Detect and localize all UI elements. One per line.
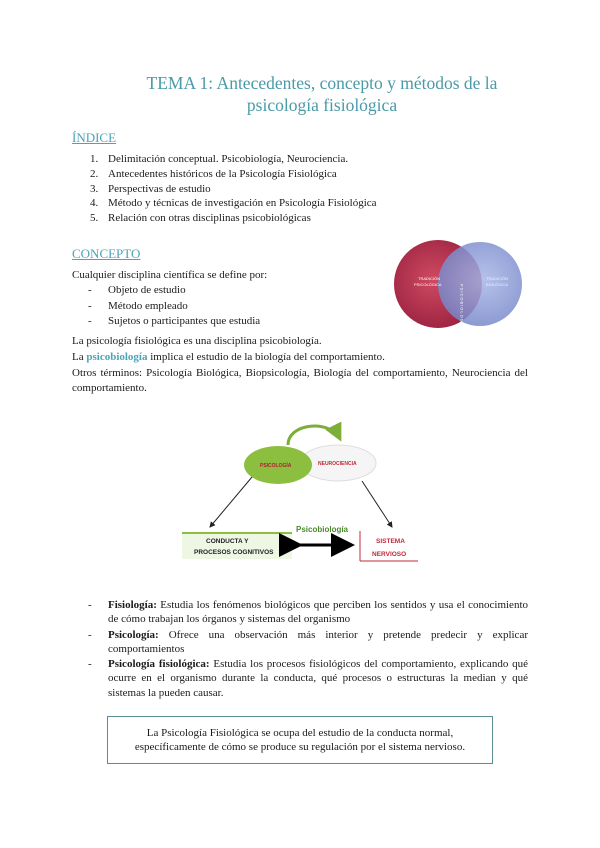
indice-item: 2. Antecedentes históricos de la Psicología Fisiológica (90, 167, 337, 180)
venn-right-circle (438, 242, 522, 326)
list-item: - Sujetos o participantes que estudia (88, 315, 261, 327)
definitions-list (88, 598, 528, 701)
definition-item: - Fisiología: Estudia los fenómenos biológicos que perciben los sentidos y usa el conocimiento de cómo trabajan los órganos y sistemas del organismo (88, 599, 528, 626)
definition-item: - Psicología fisiológica: Estudia los procesos fisiológicos del comportamiento, explicando qué ocurre en el organismo durante la conducta, qué procesos o estructuras la median y qué sistemas la pueden causar. (88, 658, 528, 699)
concepto-intro: Cualquier disciplina científica se define por: (72, 269, 268, 281)
indice-item: 5. Relación con otras disciplinas psicobiológicas (90, 212, 311, 225)
psicobiologia-highlight: psicobiología (86, 351, 148, 363)
title-line-2: psicología fisiológica (246, 95, 398, 115)
indice-item: 1. Delimitación conceptual. Psicobiología, Neurociencia. (90, 153, 349, 165)
list-item: - Objeto de estudio (88, 284, 186, 296)
indice-item: 3. Perspectivas de estudio (90, 182, 211, 195)
venn-left-label-2: PSICOLÓGICA (414, 282, 442, 287)
summary-line-2: específicamente de cómo se produce su regulación por el sistema nervioso. (134, 741, 466, 753)
indice-list (90, 152, 377, 226)
title-line-1: TEMA 1: Antecedentes, concepto y métodos de la (146, 73, 498, 93)
arrow-to-sistema (362, 481, 392, 527)
summary-box (107, 716, 493, 764)
concepto-heading: CONCEPTO (72, 246, 141, 261)
psicobiologia-diagram (180, 415, 420, 565)
indice-item: 4. Método y técnicas de investigación en Psicología Fisiológica (90, 197, 377, 210)
venn-right-label-2: BIOLÓGICA (486, 282, 509, 287)
venn-right-label-1: TRADICIÓN (486, 276, 508, 281)
arrow-to-conducta (210, 477, 252, 527)
conducta-label-1: CONDUCTA Y (206, 538, 249, 545)
conducta-label-2: PROCESOS COGNITIVOS (194, 549, 274, 556)
venn-diagram (390, 238, 530, 332)
list-item: - Método empleado (88, 299, 188, 312)
summary-line-1: La Psicología Fisiológica se ocupa del estudio de la conducta normal, (146, 726, 454, 739)
psicologia-label: PSICOLOGÍA (260, 463, 292, 469)
definition-item: - Psicología: Ofrece una observación más interior y pretende predecir y explicar comportamientos (88, 628, 528, 655)
sistema-label-1: SISTEMA (376, 538, 405, 545)
concepto-list (88, 283, 260, 330)
psicobiologia-label: Psicobiología (296, 525, 349, 534)
venn-left-label-1: TRADICIÓN (418, 276, 440, 281)
paragraph-3: Otros términos: Psicología Biológica, Biopsicología, Biología del comportamiento, Neurociencia del comportamiento. (72, 367, 528, 394)
page-title (72, 72, 572, 116)
neurociencia-label: NEUROCIENCIA (318, 461, 357, 467)
paragraph-2: La psicobiología implica el estudio de la biología del comportamiento. (72, 351, 385, 363)
sistema-label-2: NERVIOSO (372, 551, 407, 558)
venn-center-label: PSICOBIOLOGÍA (459, 284, 465, 329)
curved-arrow (288, 426, 340, 445)
indice-heading: ÍNDICE (72, 130, 117, 145)
paragraph-1: La psicología fisiológica es una disciplina psicobiología. (72, 335, 322, 347)
